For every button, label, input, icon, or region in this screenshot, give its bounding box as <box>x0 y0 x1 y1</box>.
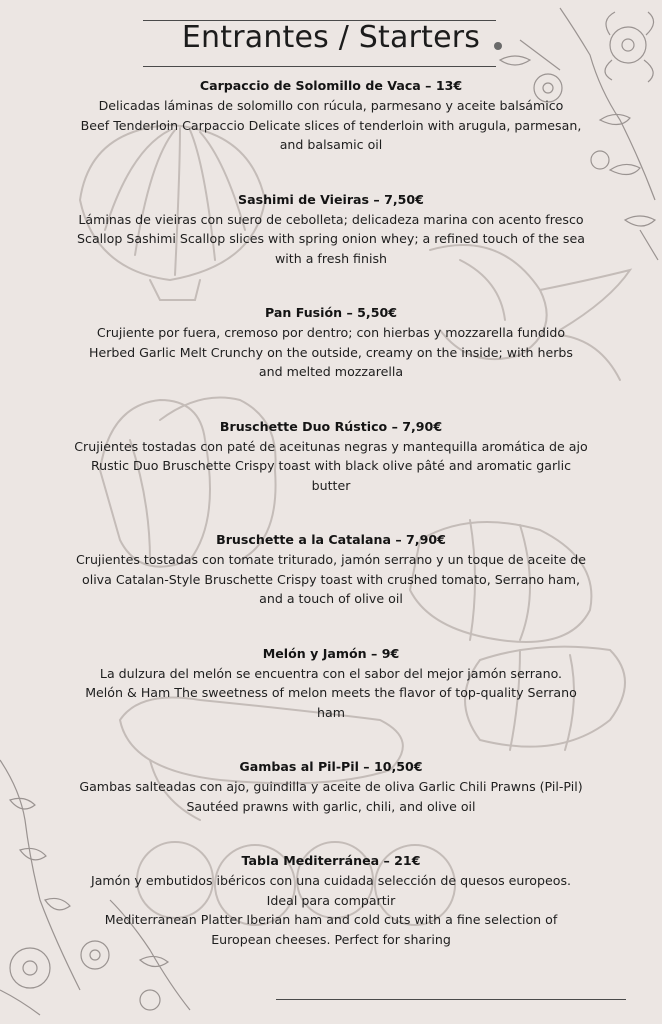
menu-item-description: Jamón y embutidos ibéricos con una cuidada selección de quesos europeos. <box>90 873 572 888</box>
menu-item-description: Mediterranean Platter Iberian ham and cold cuts with a fine selection of <box>104 912 558 927</box>
menu-item-description: Gambas salteadas con ajo, guindilla y aceite de oliva Garlic Chili Prawns (Pil-Pil) <box>79 779 583 794</box>
menu-item-name: Bruschette a la Catalana – 7,90€ <box>216 532 446 547</box>
menu-item-description: Sautéed prawns with garlic, chili, and olive oil <box>186 798 476 814</box>
footer-rule <box>276 999 626 1000</box>
menu-item-name: Pan Fusión – 5,50€ <box>264 305 397 320</box>
menu-item <box>50 644 612 723</box>
menu-item-description: Delicadas láminas de solomillo con rúcula, parmesano y aceite balsámico <box>98 98 564 113</box>
menu-item-name: Bruschette Duo Rústico – 7,90€ <box>219 418 443 434</box>
menu-item-description: Scallop Sashimi Scallop slices with spring onion whey; a refined touch of the sea <box>77 231 585 246</box>
title-ornament-dot <box>494 42 502 50</box>
menu-item <box>50 76 612 155</box>
menu-item <box>50 417 612 496</box>
menu-item-description: ham <box>317 704 345 720</box>
menu-item <box>50 851 612 949</box>
menu-item-name: Tabla Mediterránea – 21€ <box>241 853 421 868</box>
menu-item-description: European cheeses. Perfect for sharing <box>211 931 451 947</box>
menu-item-description: oliva Catalan-Style Bruschette Crispy toast with crushed tomato, Serrano ham, <box>81 571 581 587</box>
menu-item <box>50 530 612 609</box>
menu-list <box>50 76 612 949</box>
menu-item-description: Ideal para compartir <box>266 892 396 908</box>
menu-item-name: Melón y Jamón – 9€ <box>262 645 400 661</box>
menu-item-description: Crujientes tostadas con paté de aceitunas negras y mantequilla aromática de ajo <box>74 438 588 454</box>
menu-item-description: Herbed Garlic Melt Crunchy on the outside, creamy on the inside; with herbs <box>89 344 573 360</box>
title-bottom-rule <box>143 66 496 67</box>
menu-item-description: Láminas de vieiras con suero de cebolleta; delicadeza marina con acento fresco <box>78 211 584 227</box>
menu-item-description: La dulzura del melón se encuentra con el sabor del mejor jamón serrano. <box>99 665 563 681</box>
menu-item-description: and balsamic oil <box>279 137 383 152</box>
menu-item-description: Melón & Ham The sweetness of melon meets the flavor of top-quality Serrano <box>85 685 577 700</box>
menu-item-description: Beef Tenderloin Carpaccio Delicate slices of tenderloin with arugula, parmesan, <box>80 117 582 133</box>
menu-item-name: Gambas al Pil-Pil – 10,50€ <box>239 759 423 774</box>
menu-item-description: Crujientes tostadas con tomate triturado, jamón serrano y un toque de aceite de <box>75 552 587 567</box>
menu-item-description: and melted mozzarella <box>258 364 404 379</box>
menu-item <box>50 757 612 816</box>
menu-item-description: butter <box>311 477 351 493</box>
menu-item-description: with a fresh finish <box>274 250 388 266</box>
menu-item <box>50 190 612 269</box>
menu-item-description: and a touch of olive oil <box>259 591 403 606</box>
menu-item-name: Sashimi de Vieiras – 7,50€ <box>238 191 424 207</box>
menu-item-name: Carpaccio de Solomillo de Vaca – 13€ <box>199 78 463 93</box>
menu-item-description: Crujiente por fuera, cremoso por dentro; con hierbas y mozzarella fundido <box>96 325 566 340</box>
menu-item-description: Rustic Duo Bruschette Crispy toast with black olive pâté and aromatic garlic <box>90 458 572 473</box>
page-title: Entrantes / Starters <box>181 20 481 55</box>
menu-item <box>50 303 612 382</box>
